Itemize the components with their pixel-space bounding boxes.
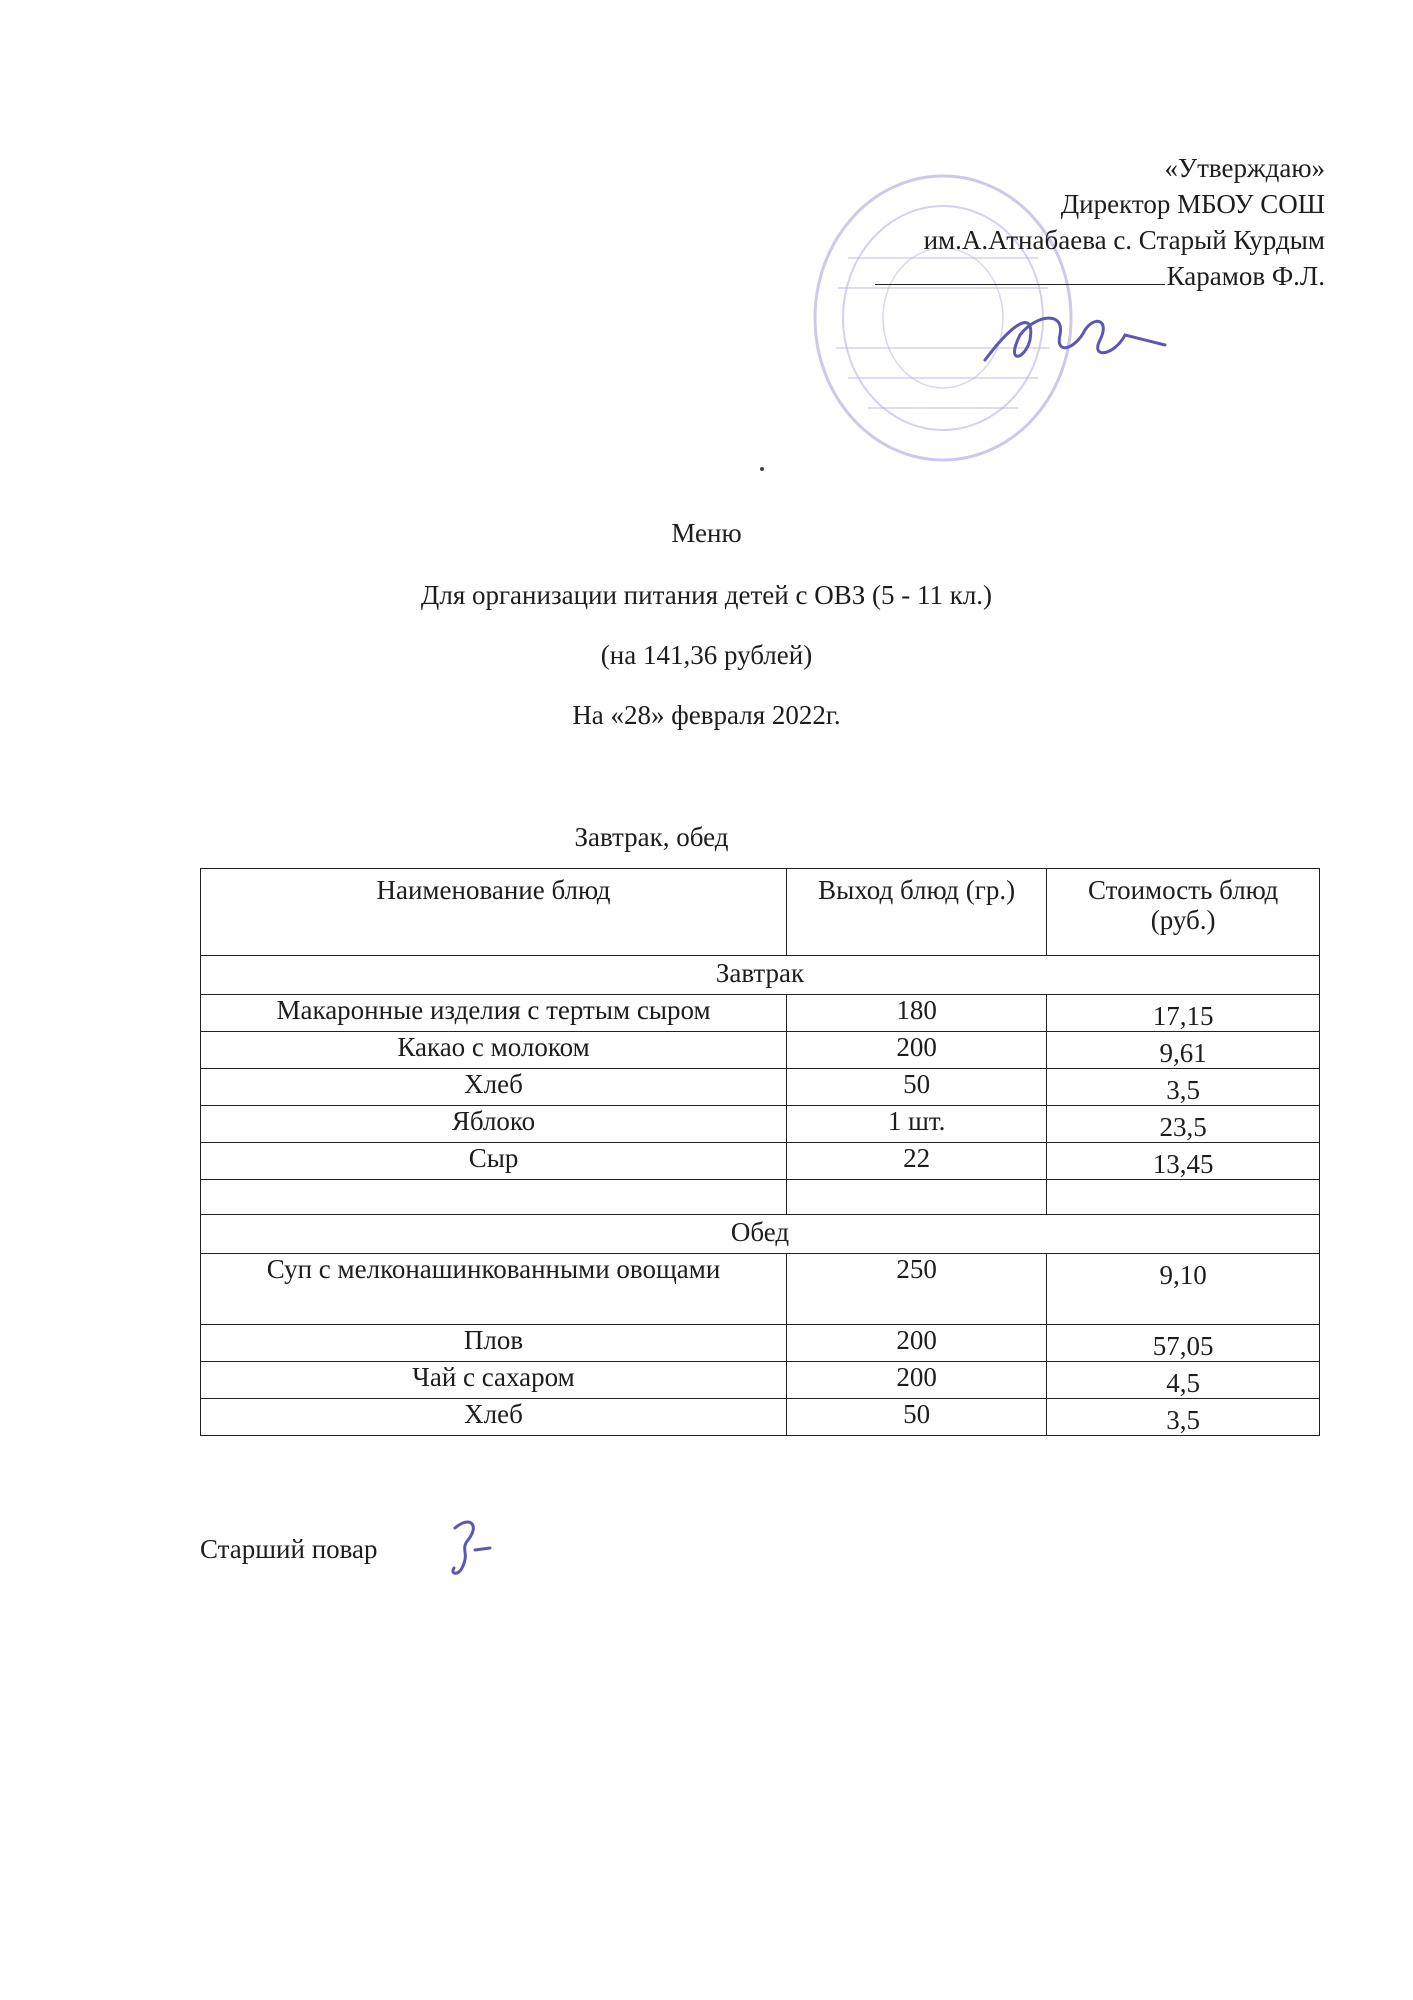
dish-name: Сыр <box>201 1143 787 1180</box>
school-name: им.А.Атнабаева с. Старый Курдым <box>923 225 1325 255</box>
menu-title: Меню <box>671 518 742 548</box>
dish-name: Какао с молоком <box>201 1032 787 1069</box>
signatory-name: Карамов Ф.Л. <box>1166 261 1325 291</box>
breakfast-section-row <box>201 956 1320 995</box>
dish-yield: 50 <box>787 1399 1047 1436</box>
dish-cost <box>1047 1180 1320 1215</box>
table-row-empty <box>201 1180 1320 1215</box>
dish-name <box>201 1180 787 1215</box>
dish-name: Плов <box>201 1325 787 1362</box>
dish-cost: 57,05 <box>1047 1325 1320 1362</box>
cook-label: Старший повар <box>200 1534 378 1564</box>
table-row <box>201 1254 1320 1325</box>
approval-block <box>875 150 1325 294</box>
header-cost: Стоимость блюд (руб.) <box>1047 869 1320 956</box>
dish-cost: 3,5 <box>1047 1069 1320 1106</box>
dish-yield: 22 <box>787 1143 1047 1180</box>
approve-label: «Утверждаю» <box>1164 153 1325 183</box>
cook-signature-icon <box>440 1510 510 1580</box>
dish-cost: 9,10 <box>1047 1254 1320 1325</box>
dish-cost: 13,45 <box>1047 1143 1320 1180</box>
menu-purpose: Для организации питания детей с ОВЗ (5 - 11 кл.) <box>420 580 993 610</box>
table-row <box>201 1399 1320 1436</box>
signature-underline <box>875 258 1165 285</box>
table-row <box>201 1143 1320 1180</box>
header-dish-name: Наименование блюд <box>201 869 787 956</box>
breakfast-label: Завтрак <box>201 956 1320 995</box>
dish-name: Макаронные изделия с тертым сыром <box>201 995 787 1032</box>
table-header-row <box>201 869 1320 956</box>
header-yield: Выход блюд (гр.) <box>787 869 1047 956</box>
dish-yield: 50 <box>787 1069 1047 1106</box>
director-position: Директор МБОУ СОШ <box>1060 189 1325 219</box>
dish-yield: 200 <box>787 1362 1047 1399</box>
dish-yield: 180 <box>787 995 1047 1032</box>
dish-name: Яблоко <box>201 1106 787 1143</box>
dish-name: Чай с сахаром <box>201 1362 787 1399</box>
menu-table <box>200 868 1320 1436</box>
table-row <box>201 1032 1320 1069</box>
stray-mark <box>760 467 764 471</box>
dish-yield: 200 <box>787 1032 1047 1069</box>
director-signature-icon <box>975 300 1175 380</box>
dish-yield: 1 шт. <box>787 1106 1047 1143</box>
menu-budget: (на 141,36 рублей) <box>600 640 813 670</box>
dish-yield: 250 <box>787 1254 1047 1325</box>
table-row <box>201 1362 1320 1399</box>
menu-date: На «28» февраля 2022г. <box>572 700 841 730</box>
dish-cost: 4,5 <box>1047 1362 1320 1399</box>
dish-name: Хлеб <box>201 1399 787 1436</box>
dish-cost: 23,5 <box>1047 1106 1320 1143</box>
dish-cost: 17,15 <box>1047 995 1320 1032</box>
table-row <box>201 1106 1320 1143</box>
meal-caption: Завтрак, обед <box>574 822 729 852</box>
table-row <box>201 1069 1320 1106</box>
table-row <box>201 1325 1320 1362</box>
dish-name: Хлеб <box>201 1069 787 1106</box>
lunch-label: Обед <box>201 1215 1320 1254</box>
signature-line <box>875 258 1325 294</box>
dish-yield <box>787 1180 1047 1215</box>
dish-cost: 3,5 <box>1047 1399 1320 1436</box>
dish-yield: 200 <box>787 1325 1047 1362</box>
table-row <box>201 995 1320 1032</box>
lunch-section-row <box>201 1215 1320 1254</box>
dish-cost: 9,61 <box>1047 1032 1320 1069</box>
dish-name: Суп с мелконашинкованными овощами <box>201 1254 787 1325</box>
